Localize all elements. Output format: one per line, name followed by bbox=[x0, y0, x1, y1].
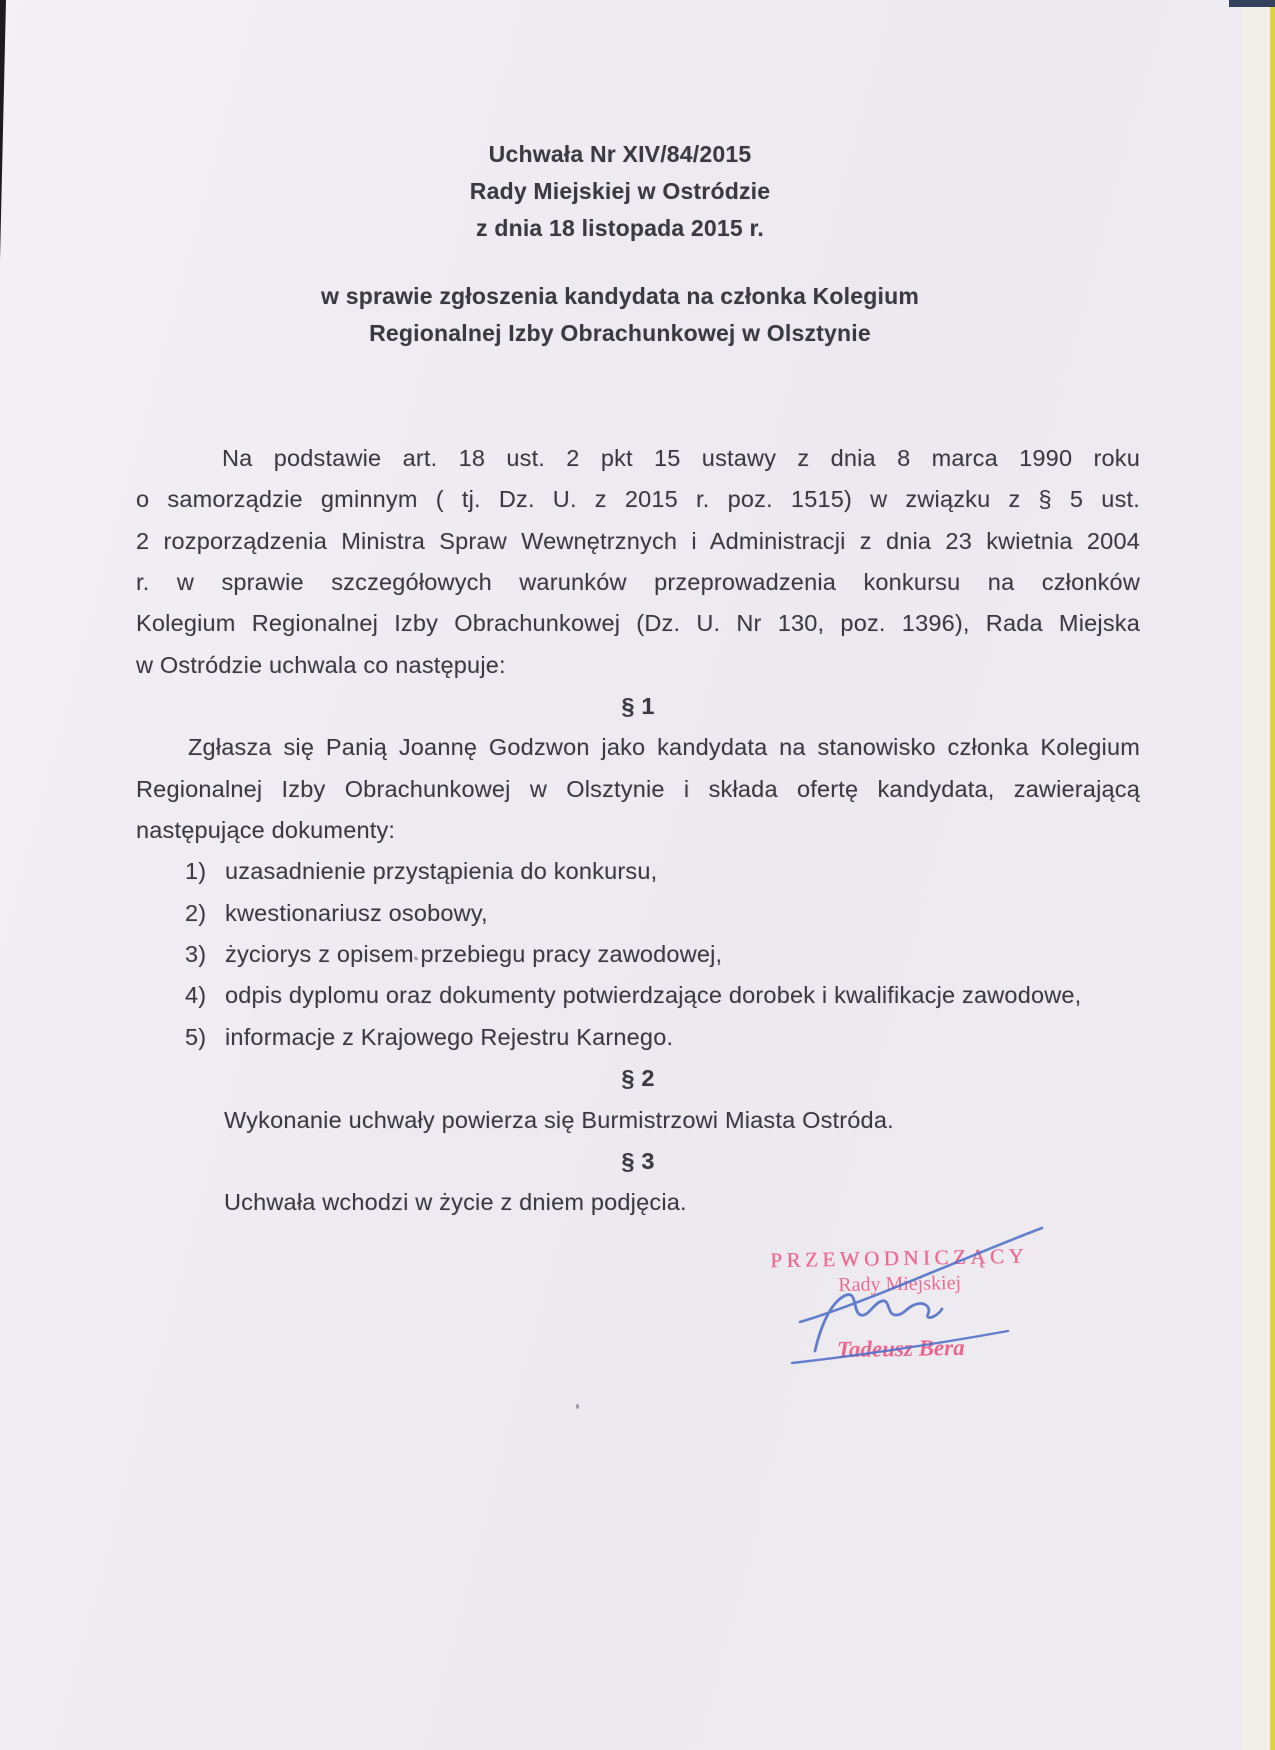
handwritten-signature bbox=[740, 1215, 1080, 1375]
preamble-line: r. w sprawie szczegółowych warunków przeprowadzenia konkursu na członków bbox=[136, 569, 1140, 596]
scan-corner-top-right bbox=[1229, 0, 1275, 7]
subject-line: w sprawie zgłoszenia kandydata na członka Kolegium bbox=[321, 283, 919, 309]
resolution-number: Uchwała Nr XIV/84/2015 bbox=[488, 141, 752, 167]
subject-line: Regionalnej Izby Obrachunkowej w Olsztynie bbox=[369, 320, 871, 346]
section-1-heading: § 1 bbox=[621, 693, 655, 720]
list-item bbox=[136, 1017, 1140, 1058]
scan-edge-right-strip bbox=[1242, 0, 1270, 1750]
section-3-text: Uchwała wchodzi w życie z dniem podjęcia. bbox=[224, 1189, 687, 1216]
list-item bbox=[136, 975, 1140, 1016]
section-1-line: następujące dokumenty: bbox=[136, 817, 396, 844]
resolution-subject-block bbox=[136, 278, 1104, 352]
preamble-line: Na podstawie art. 18 ust. 2 pkt 15 ustawy z dnia 8 marca 1990 roku bbox=[222, 445, 1140, 471]
list-item-text: życiorys z opisem przebiegu pracy zawodowej, bbox=[225, 941, 723, 968]
list-item-number: 2) bbox=[185, 899, 207, 926]
scan-edge-left-wedge bbox=[0, 0, 6, 260]
list-item-text: uzasadnienie przystąpienia do konkursu, bbox=[225, 858, 658, 885]
section-1-line: Regionalnej Izby Obrachunkowej w Olsztynie i składa ofertę kandydata, zawierającą bbox=[136, 775, 1140, 802]
list-item-number: 1) bbox=[185, 858, 207, 885]
list-item bbox=[136, 934, 1140, 975]
preamble-line: 2 rozporządzenia Ministra Spraw Wewnętrznych i Administracji z dnia 23 kwietnia 2004 bbox=[136, 527, 1140, 554]
scan-edge-yellow-line bbox=[1270, 0, 1275, 1750]
list-item-text: kwestionariusz osobowy, bbox=[225, 899, 488, 926]
section-3-heading: § 3 bbox=[621, 1147, 655, 1174]
resolution-date: z dnia 18 listopada 2015 r. bbox=[476, 215, 764, 241]
preamble-line: o samorządzie gminnym ( tj. Dz. U. z 2015 r. poz. 1515) w związku z § 5 ust. bbox=[136, 486, 1140, 513]
scan-speck bbox=[576, 1404, 579, 1409]
preamble-line: w Ostródzie uchwala co następuje: bbox=[136, 651, 506, 678]
list-item-number: 3) bbox=[185, 941, 207, 968]
list-item bbox=[136, 893, 1140, 934]
section-2-heading: § 2 bbox=[621, 1065, 655, 1092]
section-2-text: Wykonanie uchwały powierza się Burmistrzowi Miasta Ostróda. bbox=[224, 1106, 894, 1133]
list-item bbox=[136, 851, 1140, 892]
stamp-role-subtitle: Rady Miejskiej bbox=[838, 1271, 962, 1297]
preamble-line: Kolegium Regionalnej Izby Obrachunkowej (Dz. U. Nr 130, poz. 1396), Rada Miejska bbox=[136, 610, 1140, 637]
resolution-title-block bbox=[136, 136, 1104, 247]
list-item-number: 5) bbox=[185, 1023, 207, 1050]
list-item-text: informacje z Krajowego Rejestru Karnego. bbox=[225, 1023, 674, 1050]
stamp-person-name: Tadeusz Bera bbox=[836, 1334, 965, 1363]
resolution-body bbox=[136, 438, 1140, 1224]
list-item-number: 4) bbox=[185, 982, 207, 1009]
resolution-authority: Rady Miejskiej w Ostródzie bbox=[469, 178, 771, 204]
list-item-text: odpis dyplomu oraz dokumenty potwierdzające dorobek i kwalifikacje zawodowe, bbox=[225, 982, 1082, 1009]
stamp-role-title: PRZEWODNICZĄCY bbox=[770, 1243, 1029, 1273]
section-1-line: Zgłasza się Panią Joannę Godzwon jako kandydata na stanowisko członka Kolegium bbox=[188, 734, 1140, 761]
